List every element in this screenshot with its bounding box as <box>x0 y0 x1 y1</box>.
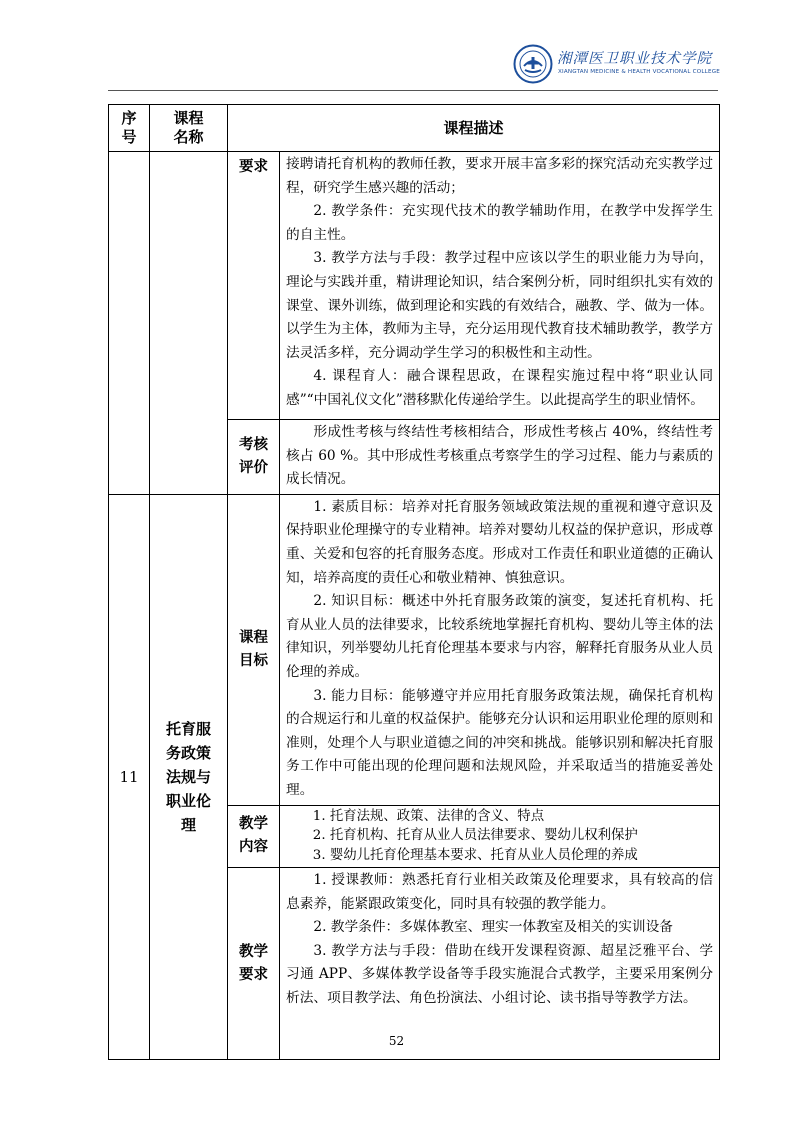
assessment-label: 考核 评价 <box>228 420 280 495</box>
header-divider <box>108 90 718 91</box>
requirements-text: 接聘请托育机构的教师任教，要求开展丰富多彩的探究活动充实教学过程，研究学生感兴趣的活动； 2. 教学条件：充实现代技术的教学辅助作用，在教学中发挥学生的自主性。 3. 教学方法与手段：教学过程中应该以学生的职业能力为导向，理论与实践并重，精讲理论知识，结合案例分析，同时组织扎实有效的课堂、课外训练，做到理论和实践的有效结合，融教、学、做为一体。以学生为主体，教师为主导，充分运用现代教育技术辅助教学，教学方法灵活多样，充分调动学生学习的积极性和主动性。 4. 课程育人：融合课程思政，在课程实施过程中将“职业认同感”“中国礼仪文化”潜移默化传递给学生。以此提高学生的职业情怀。 <box>280 152 720 420</box>
requirements-label: 要求 <box>228 152 280 420</box>
college-emblem-icon <box>513 44 553 84</box>
table-row-continued-requirements <box>109 152 720 420</box>
course-goals-text: 1. 素质目标：培养对托育服务领域政策法规的重视和遵守意识及保持职业伦理操守的专业精神。培养对婴幼儿权益的保护意识，形成尊重、关爱和包容的托育服务态度。形成对工作责任和职业道德的正确认知，培养高度的责任心和敬业精神、慎独意识。 2. 知识目标：概述中外托育服务政策的演变，复述托育机构、托育从业人员的法律要求，比较系统地掌握托育机构、婴幼儿等主体的法律知识，列举婴幼儿托育伦理基本要求与内容，解释托育服务从业人员伦理的养成。 3. 能力目标：能够遵守并应用托育服务政策法规，确保托育机构的合规运行和儿童的权益保护。能够充分认识和运用职业伦理的原则和准则，处理个人与职业道德之间的冲突和挑战。能够识别和解决托育服务工作中可能出现的伦理问题和法规风险，并采取适当的措施妥善处理。 <box>280 494 720 805</box>
teaching-requirements-text: 1. 授课教师：熟悉托育行业相关政策及伦理要求，具有较高的信息素养，能紧跟政策变化，同时具有较强的教学能力。 2. 教学条件：多媒体教室、理实一体教室及相关的实训设备 3. 教学方法与手段：借助在线开发课程资源、超星泛雅平台、学习通 APP、多媒体教学设备等手段实施混合式教学，主要采用案例分析法、项目教学法、角色扮演法、小组讨论、读书指导等教学方法。 <box>280 868 720 1060</box>
col-header-desc: 课程描述 <box>228 105 720 152</box>
col-header-seq: 序 号 <box>109 105 150 152</box>
course-name: 托育服 务政策 法规与 职业伦 理 <box>150 494 228 1059</box>
page-number: 52 <box>388 1034 405 1048</box>
teaching-requirements-label: 教学 要求 <box>228 868 280 1060</box>
teaching-content-label: 教学 内容 <box>228 805 280 868</box>
college-logo <box>513 44 723 86</box>
college-name-en: XIANGTAN MEDICINE & HEALTH VOCATIONAL COLLEGE <box>558 69 720 75</box>
seq-cell-empty <box>109 152 150 495</box>
course-seq-number: 11 <box>109 494 150 1059</box>
name-cell-empty <box>150 152 228 495</box>
table-row-course-11-goals <box>109 494 720 805</box>
course-goals-label: 课程 目标 <box>228 494 280 805</box>
college-name-cn: 湘潭医卫职业技术学院 <box>557 51 712 67</box>
teaching-content-text: 1. 托育法规、政策、法律的含义、特点 2. 托育机构、托育从业人员法律要求、婴幼儿权利保护 3. 婴幼儿托育伦理基本要求、托育从业人员伦理的养成 <box>280 805 720 868</box>
table-header-row <box>109 105 720 152</box>
assessment-text: 形成性考核与终结性考核相结合，形成性考核占 40%，终结性考核占 60 %。其中形成性考核重点考察学生的学习过程、能力与素质的成长情况。 <box>280 420 720 495</box>
course-table <box>108 104 719 1060</box>
col-header-name: 课程 名称 <box>150 105 228 152</box>
